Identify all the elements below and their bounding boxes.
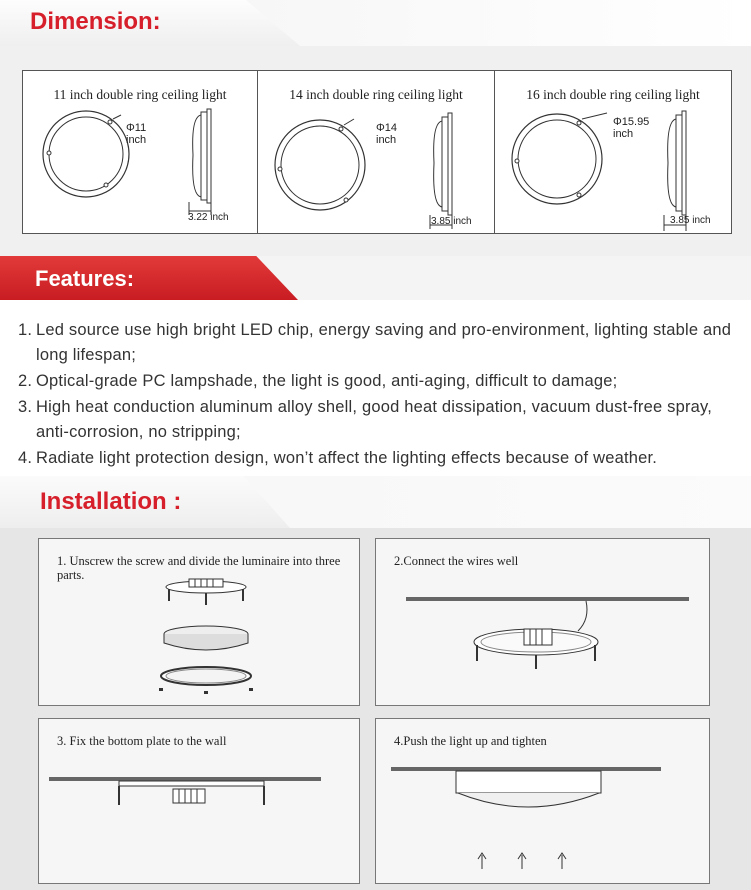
install-step-3: [38, 718, 360, 884]
install-step-1: [38, 538, 360, 706]
feature-item: 2. Optical-grade PC lampshade, the light is good, anti-aging, difficult to damage;: [18, 372, 618, 390]
step-4-drawing: [376, 719, 711, 885]
dimension-caption: 16 inch double ring ceiling light: [526, 87, 700, 102]
feature-item: 4. Radiate light protection design, won’t affect the lighting effects because of weather.: [18, 449, 658, 467]
dimension-diameter: Φ14 inch: [376, 122, 398, 146]
install-step-2: [375, 538, 710, 706]
dimension-height: 3.85 inch: [431, 216, 472, 227]
dimension-cell-11: [23, 71, 258, 233]
dimension-diameter: Φ11 inch: [126, 122, 147, 146]
dimension-height: 3.22 inch: [188, 212, 229, 223]
installation-title: Installation :: [40, 488, 182, 515]
dimension-cell-14: [258, 71, 495, 233]
dimension-caption: 11 inch double ring ceiling light: [53, 87, 227, 102]
features-list: [18, 318, 743, 472]
step-caption: 3. Fix the bottom plate to the wall: [57, 734, 227, 748]
dimension-cell-16: [495, 71, 731, 233]
step-caption: 1. Unscrew the screw and divide the luminaire into three parts.: [57, 554, 341, 582]
feature-item: 3. High heat conduction aluminum alloy shell, good heat dissipation, vacuum dust-free spray, anti-corrosion, no stripping;: [18, 398, 713, 441]
step-1-drawing: [39, 539, 361, 707]
dimension-height: 3.85 inch: [670, 215, 711, 226]
step-3-drawing: [39, 719, 361, 885]
dimension-diameter: Φ15.95 inch: [613, 116, 650, 140]
feature-item: 1. Led source use high bright LED chip, energy saving and pro-environment, lighting stable and long lifespan;: [18, 321, 732, 364]
dimension-caption: 14 inch double ring ceiling light: [289, 87, 463, 102]
install-step-4: [375, 718, 710, 884]
dimension-title: Dimension:: [30, 8, 161, 35]
features-title: Features:: [35, 266, 135, 291]
step-caption: 4.Push the light up and tighten: [394, 734, 547, 748]
step-2-drawing: [376, 539, 711, 707]
step-caption: 2.Connect the wires well: [394, 554, 519, 568]
dimension-table: [22, 70, 732, 234]
